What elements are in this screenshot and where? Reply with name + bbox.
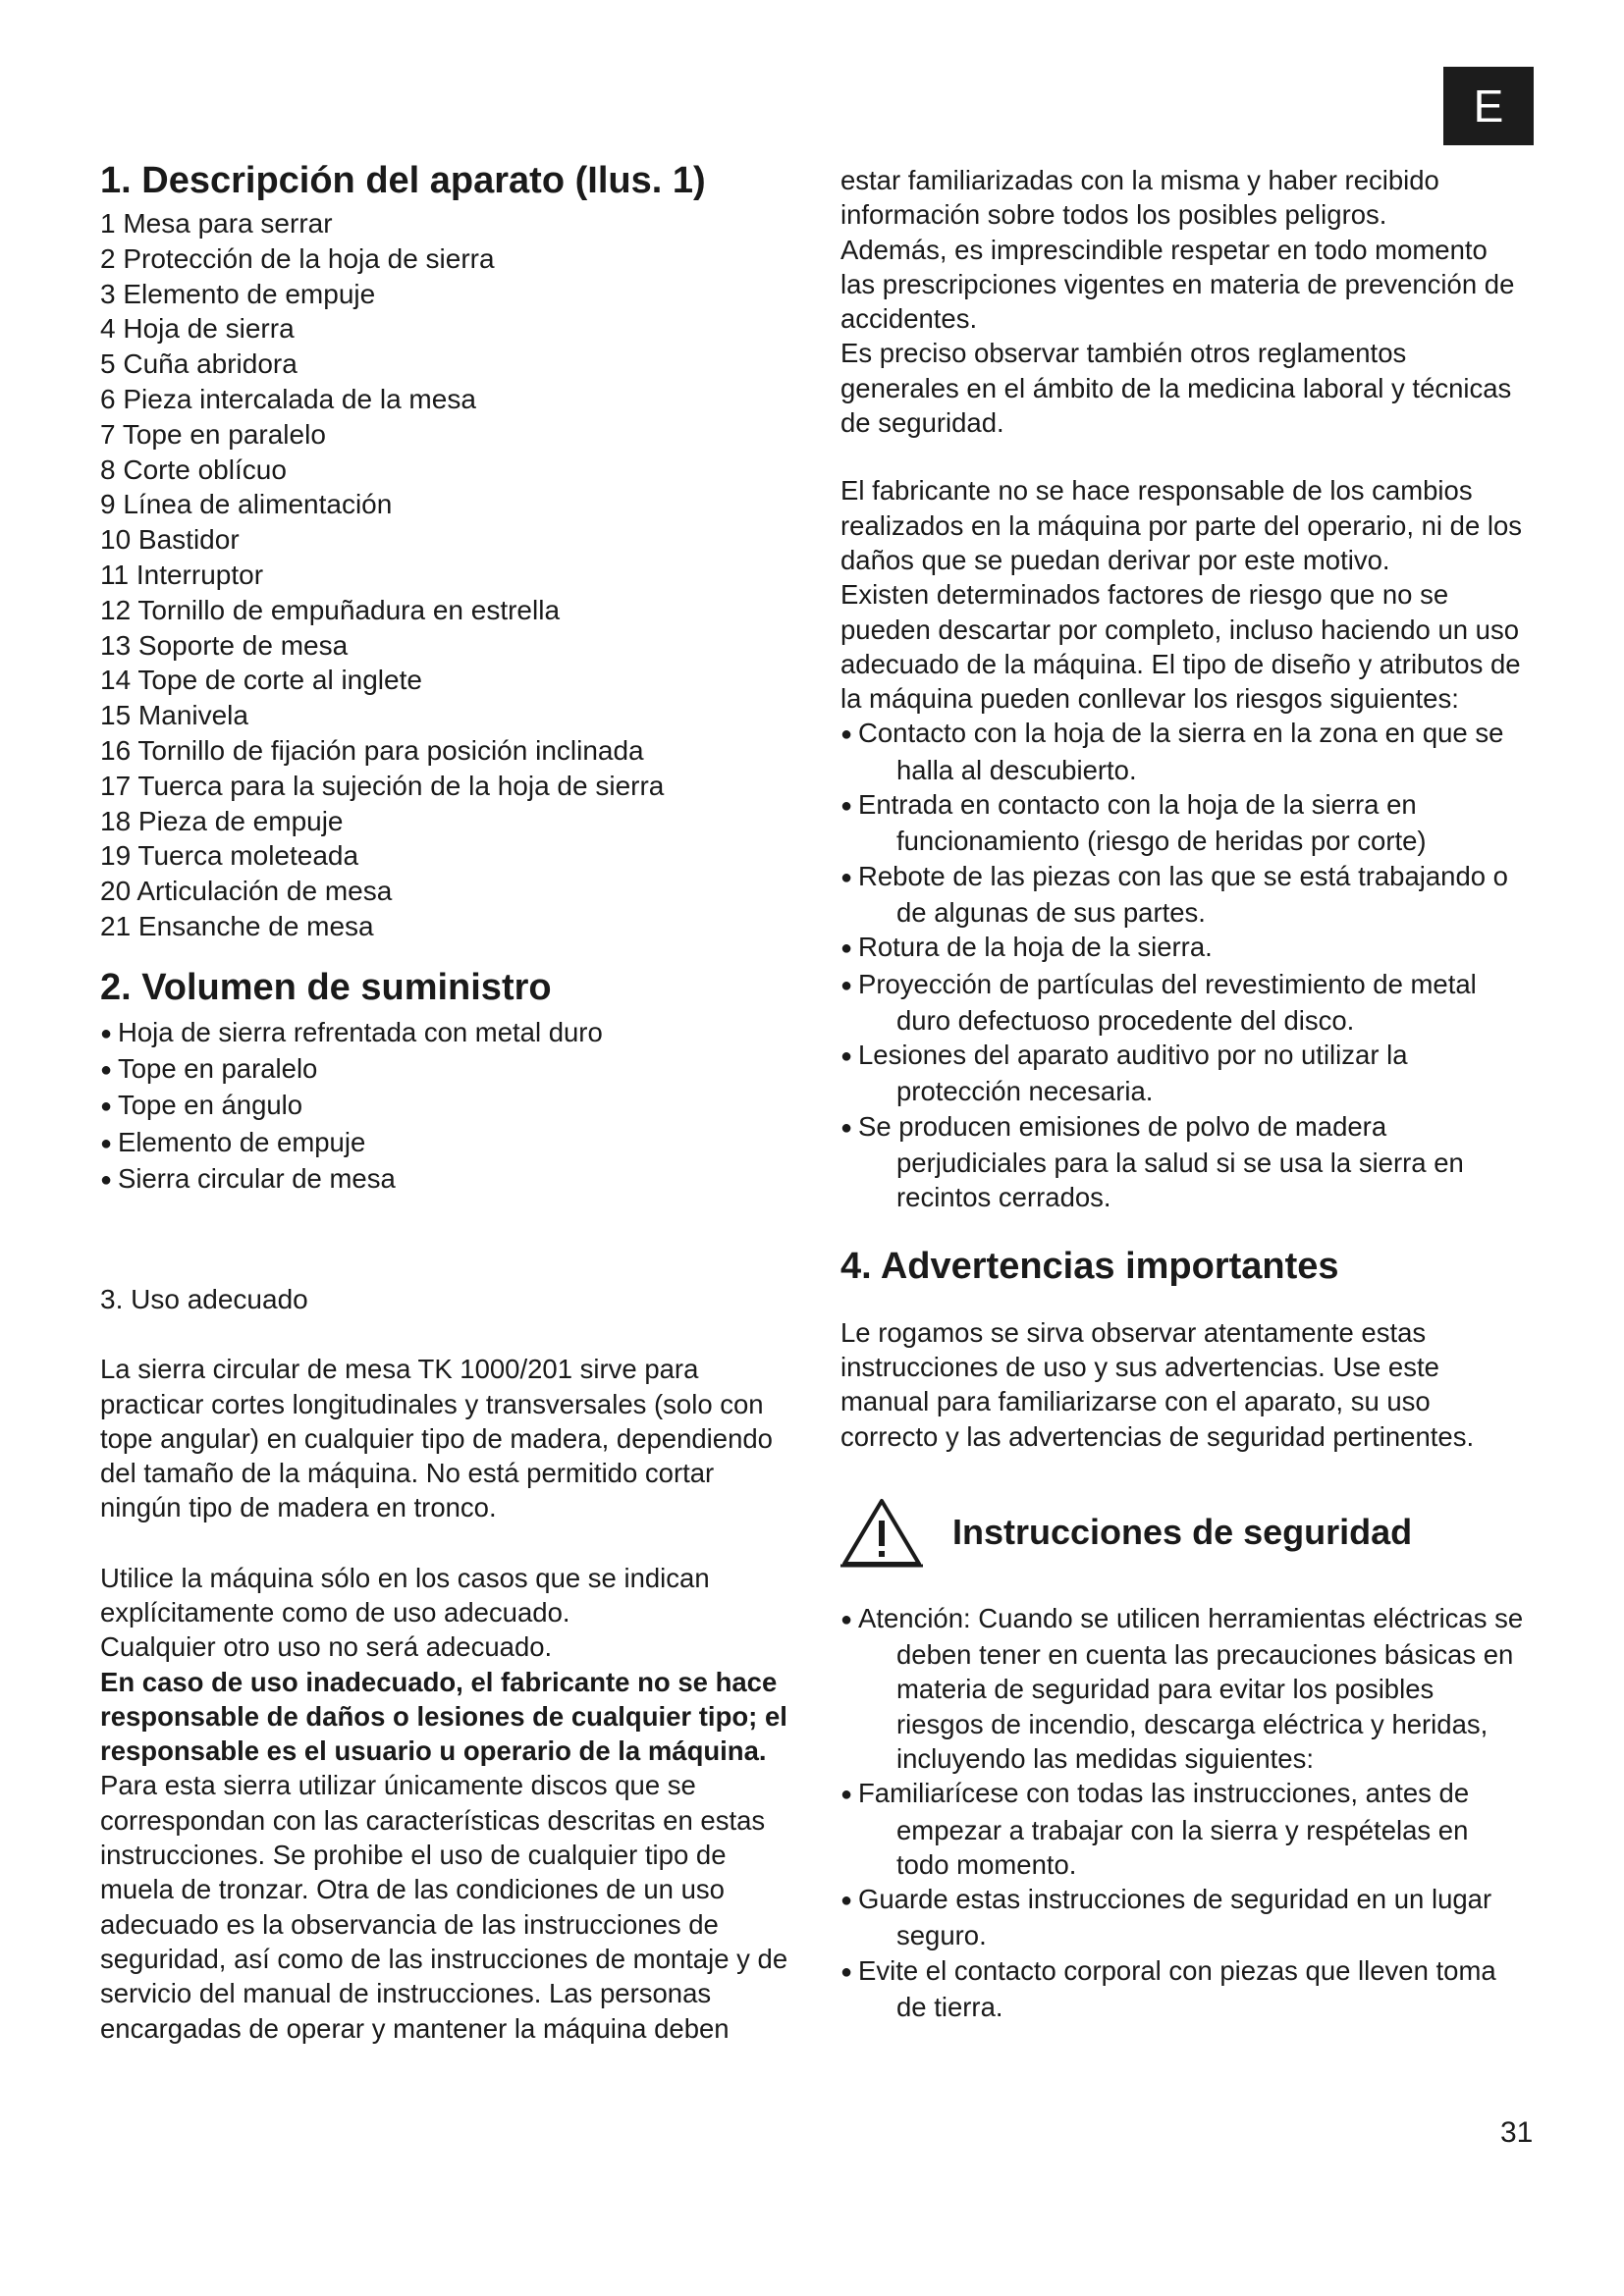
list-item: ● Hoja de sierra refrentada con metal duro: [100, 1015, 797, 1051]
list-item: ● Entrada en contacto con la hoja de la sierra en funcionamiento (riesgo de heridas por corte): [840, 787, 1528, 859]
list-item: 19 Tuerca moleteada: [100, 840, 359, 872]
list-item: 12 Tornillo de empuñadura en estrella: [100, 594, 561, 625]
left-column: [100, 159, 797, 2046]
list-item: 18 Pieza de empuje: [100, 805, 344, 836]
list-item: 1 Mesa para serrar: [100, 208, 333, 239]
list-item: 3 Elemento de empuje: [100, 278, 376, 309]
parts-list: [100, 206, 797, 944]
paragraph: El fabricante no se hace responsable de los cambios realizados en la máquina por parte del operario, ni de los daños que se puedan derivar por este motivo.: [840, 475, 1523, 575]
list-item: 14 Tope de corte al inglete: [100, 665, 422, 696]
list-item: 13 Soporte de mesa: [100, 629, 349, 661]
list-item: ● Contacto con la hoja de la sierra en la zona en que se halla al descubierto.: [840, 716, 1528, 787]
section-2-title: 2. Volumen de suministro: [100, 966, 552, 1008]
list-item: 9 Línea de alimentación: [100, 489, 393, 520]
safety-heading: [840, 1497, 1528, 1568]
list-item: ● Tope en ángulo: [100, 1088, 797, 1124]
list-item: ● Familiarícese con todas las instrucciones, antes de empezar a trabajar con la sierra y respételas en todo momento.: [840, 1776, 1528, 1882]
safety-title: Instrucciones de seguridad: [952, 1511, 1413, 1552]
page-number: 31: [1500, 2116, 1534, 2149]
paragraph: Existen determinados factores de riesgo que no se pueden descartar por completo, incluso haciendo un uso adecuado de la máquina. El tipo de diseño y atributos de la máquina pueden conllevar los riesgos siguientes:: [840, 579, 1521, 715]
paragraph: Utilice la máquina sólo en los casos que se indican explícitamente como de uso adecuado.: [100, 1562, 710, 1628]
right-column: [840, 163, 1528, 2024]
paragraph: La sierra circular de mesa TK 1000/201 sirve para practicar cortes longitudinales y transversales (solo con tope angular) en cualquier tipo de madera, dependiendo del tamaño de la máquina. No está permitido cortar ningún tipo de madera en tronco.: [100, 1354, 773, 1523]
list-item: ● Evite el contacto corporal con piezas que lleven toma de tierra.: [840, 1953, 1528, 2025]
section-4-title: 4. Advertencias importantes: [840, 1245, 1339, 1287]
list-item: 5 Cuña abridora: [100, 348, 298, 380]
language-badge: E: [1443, 67, 1534, 145]
list-item: 17 Tuerca para la sujeción de la hoja de sierra: [100, 770, 665, 801]
list-item: ● Proyección de partículas del revestimiento de metal duro defectuoso procedente del disco.: [840, 967, 1528, 1039]
paragraph: Cualquier otro uso no será adecuado.: [100, 1631, 553, 1663]
list-item: 16 Tornillo de fijación para posición inclinada: [100, 734, 644, 766]
section-3-title: 3. Uso adecuado: [100, 1284, 308, 1315]
list-item: 4 Hoja de sierra: [100, 313, 295, 345]
paragraph: Además, es imprescindible respetar en todo momento las prescripciones vigentes en materia de prevención de accidentes.: [840, 234, 1515, 335]
bold-notice: En caso de uso inadecuado, el fabricante no se hace responsable de daños o lesiones de cualquier tipo; el responsable es el usuario u operario de la máquina.: [100, 1666, 787, 1767]
list-item: ● Lesiones del aparato auditivo por no utilizar la protección necesaria.: [840, 1038, 1528, 1109]
list-item: ● Rebote de las piezas con las que se está trabajando o de algunas de sus partes.: [840, 859, 1528, 931]
list-item: ● Guarde estas instrucciones de seguridad en un lugar seguro.: [840, 1882, 1528, 1953]
list-item: 11 Interruptor: [100, 559, 264, 590]
list-item: 20 Articulación de mesa: [100, 876, 393, 907]
list-item: ● Se producen emisiones de polvo de madera perjudiciales para la salud si se usa la sierra en recintos cerrados.: [840, 1109, 1528, 1215]
list-item: 2 Protección de la hoja de sierra: [100, 242, 495, 274]
safety-list: [840, 1601, 1528, 2025]
supply-list: [100, 1015, 797, 1198]
list-item: ● Elemento de empuje: [100, 1125, 797, 1161]
list-item: ● Rotura de la hoja de la sierra.: [840, 930, 1528, 966]
paragraph: Es preciso observar también otros reglamentos generales en el ámbito de la medicina laboral y técnicas de seguridad.: [840, 338, 1512, 439]
list-item: ● Tope en paralelo: [100, 1051, 797, 1088]
list-item: 15 Manivela: [100, 700, 248, 731]
list-item: ● Atención: Cuando se utilicen herramientas eléctricas se deben tener en cuenta las precauciones básicas en materia de seguridad para evitar los posibles riesgos de incendio, descarga eléctrica y heridas, incluyendo las medidas siguientes:: [840, 1601, 1528, 1776]
paragraph: estar familiarizadas con la misma y haber recibido información sobre todos los posibles peligros.: [840, 165, 1439, 231]
list-item: 7 Tope en paralelo: [100, 418, 326, 450]
risk-list: [840, 716, 1528, 1214]
list-item: ● Sierra circular de mesa: [100, 1161, 797, 1198]
list-item: 6 Pieza intercalada de la mesa: [100, 383, 476, 414]
paragraph: [100, 1665, 797, 2046]
warning-icon: [840, 1497, 923, 1568]
paragraph: Le rogamos se sirva observar atentamente estas instrucciones de uso y sus advertencias. Use este manual para familiarizarse con el aparato, su uso correcto y las advertencias de seguridad pertinentes.: [840, 1316, 1475, 1452]
section-1-title: 1. Descripción del aparato (Ilus. 1): [100, 160, 706, 201]
list-item: 21 Ensanche de mesa: [100, 910, 374, 941]
list-item: 10 Bastidor: [100, 524, 240, 556]
list-item: 8 Corte oblícuo: [100, 454, 287, 485]
paragraph-continuation: Para esta sierra utilizar únicamente discos que se correspondan con las características descritas en estas instrucciones. Se prohibe el uso de cualquier tipo de muela de tronzar. Otra de las condiciones de un uso adecuado es la observancia de las instrucciones de seguridad, así como de las instrucciones de montaje y de servicio del manual de instrucciones. Las personas encargadas de operar y mantener la máquina deben: [100, 1770, 788, 2044]
